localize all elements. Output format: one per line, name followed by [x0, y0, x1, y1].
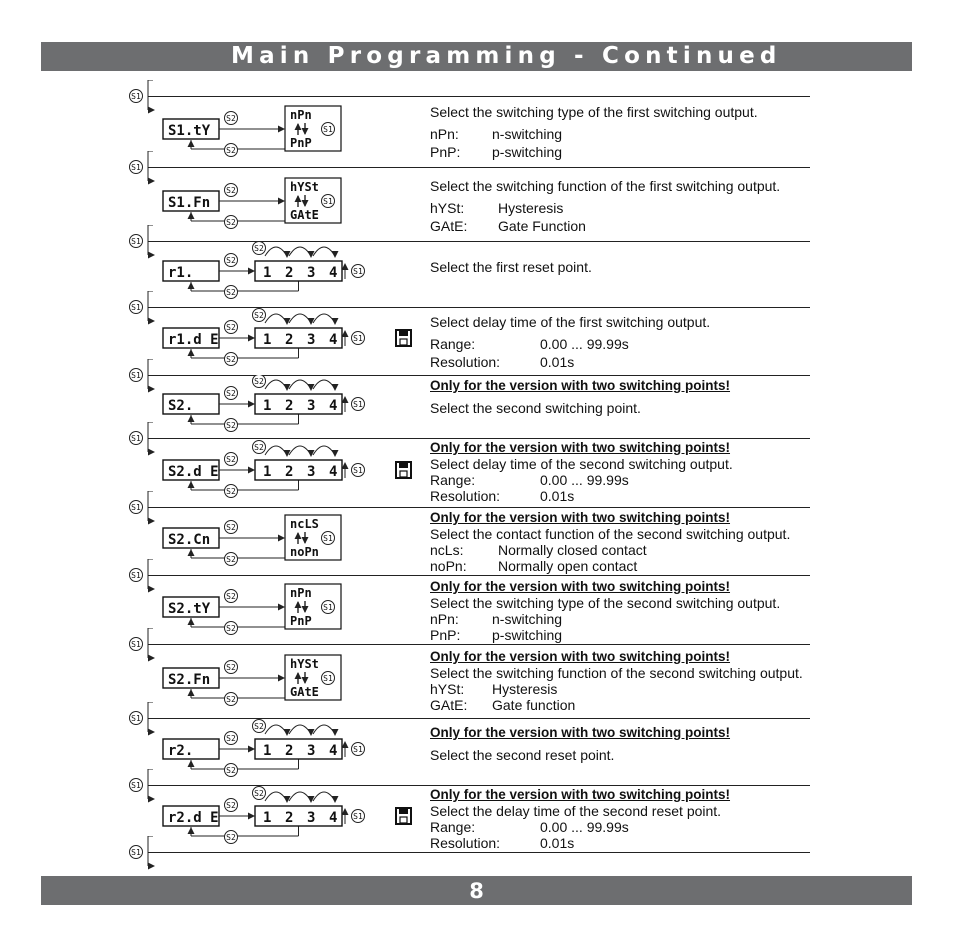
description-text: Select delay time of the first switching output.	[430, 314, 711, 330]
s2-key-icon-label: S2	[226, 801, 236, 810]
s2-key-icon-label: S2	[226, 288, 236, 297]
s2-key-icon[interactable]	[225, 590, 238, 603]
parameter-option	[430, 125, 830, 143]
save-icon	[395, 807, 413, 825]
digit-4: 4	[329, 265, 338, 281]
digit-entry-box[interactable]	[255, 806, 342, 826]
row-divider	[427, 307, 810, 308]
parameter-code: S1.tY	[168, 123, 211, 139]
version-notice: Only for the version with two switching points!	[430, 725, 731, 740]
parameter-code: r2.d E	[168, 810, 219, 826]
parameter-code: S2.	[168, 398, 194, 414]
digit-advance-arc	[289, 380, 311, 389]
s2-key-icon[interactable]	[225, 799, 238, 812]
s2-key-icon[interactable]	[225, 353, 238, 366]
option-bottom: GAtE	[290, 685, 319, 699]
s2-key-icon-label: S2	[226, 218, 236, 227]
page-header	[41, 42, 912, 71]
digit-3: 3	[307, 332, 316, 348]
s2-key-icon-label: S2	[254, 722, 264, 731]
digit-entry-box[interactable]	[255, 739, 342, 759]
option-top: ncLS	[290, 517, 319, 531]
s1-key-icon-label: S1	[353, 334, 363, 343]
digit-advance-arc	[265, 792, 287, 801]
s1-key-icon-label: S1	[131, 714, 141, 723]
row-description	[430, 649, 830, 713]
s2-key-icon[interactable]	[253, 375, 266, 388]
option-top: nPn	[290, 586, 312, 600]
digit-advance-arc	[313, 380, 335, 389]
digit-entry-box[interactable]	[255, 460, 342, 480]
digit-1: 1	[263, 464, 272, 480]
s1-key-icon[interactable]	[322, 123, 335, 136]
s2-key-icon-label: S2	[254, 244, 264, 253]
digit-4: 4	[329, 464, 338, 480]
s1-key-icon-label: S1	[131, 434, 141, 443]
version-notice: Only for the version with two switching points!	[430, 649, 731, 664]
s1-key-icon-label: S1	[353, 267, 363, 276]
digit-3: 3	[307, 265, 316, 281]
menu-diagram	[140, 375, 440, 438]
option-value: 0.01s	[540, 354, 575, 370]
s2-key-icon-label: S2	[226, 624, 236, 633]
s1-key-icon-label: S1	[323, 674, 333, 683]
row-divider	[427, 241, 810, 242]
option-value: 0.01s	[540, 835, 575, 851]
digit-advance-arc	[289, 314, 311, 323]
s1-key-icon[interactable]	[352, 332, 365, 345]
s2-key-icon[interactable]	[253, 242, 266, 255]
s1-key-icon-label: S1	[131, 571, 141, 580]
row-divider	[427, 375, 810, 376]
s1-key-icon-label: S1	[131, 503, 141, 512]
row-divider-left	[148, 852, 427, 853]
s2-key-icon[interactable]	[225, 387, 238, 400]
parameter-option	[430, 558, 830, 574]
description-text: Select the switching type of the first switching output.	[430, 104, 758, 120]
s2-key-icon-label: S2	[226, 114, 236, 123]
s1-key-icon[interactable]	[352, 265, 365, 278]
s2-key-icon[interactable]	[225, 419, 238, 432]
s2-key-icon[interactable]	[225, 485, 238, 498]
option-bottom: PnP	[290, 614, 312, 628]
menu-diagram	[140, 644, 440, 718]
s2-key-icon-label: S2	[226, 833, 236, 842]
parameter-option	[430, 611, 830, 627]
row-divider	[427, 644, 810, 645]
option-value: Hysteresis	[498, 200, 564, 216]
description-text: Select the switching type of the second switching output.	[430, 595, 781, 611]
option-bottom: PnP	[290, 136, 312, 150]
parameter-option	[430, 488, 830, 504]
row-description	[430, 313, 830, 371]
description-text: Select the switching function of the first switching output.	[430, 178, 781, 194]
option-value: 0.00 ... 99.99s	[540, 472, 629, 488]
page-number: 8	[469, 879, 484, 903]
s2-key-icon-label: S2	[226, 186, 236, 195]
parameter-display	[163, 460, 219, 480]
option-key: GAtE:	[430, 218, 468, 234]
s1-key-icon-label: S1	[353, 466, 363, 475]
parameter-code: S2.tY	[168, 601, 211, 617]
s1-key-icon-label: S1	[323, 197, 333, 206]
digit-advance-arc	[289, 247, 311, 256]
s2-key-icon[interactable]	[225, 661, 238, 674]
s1-key-icon-label: S1	[353, 745, 363, 754]
digit-4: 4	[329, 332, 338, 348]
s1-key-icon[interactable]	[322, 601, 335, 614]
row-description	[430, 724, 830, 764]
version-notice: Only for the version with two switching points!	[430, 510, 731, 525]
s2-key-icon-label: S2	[226, 766, 236, 775]
parameter-code: r1.d E	[168, 332, 219, 348]
s1-key-icon[interactable]	[352, 810, 365, 823]
option-value: 0.01s	[540, 488, 575, 504]
description-text: Select the contact function of the second switching output.	[430, 526, 791, 542]
digit-4: 4	[329, 743, 338, 759]
digit-2: 2	[285, 464, 294, 480]
s2-key-icon-label: S2	[226, 592, 236, 601]
parameter-display	[163, 739, 219, 759]
row-description	[430, 377, 830, 417]
s2-key-icon-label: S2	[254, 377, 264, 386]
s2-key-icon[interactable]	[225, 112, 238, 125]
digit-2: 2	[285, 743, 294, 759]
s2-key-icon-label: S2	[254, 443, 264, 452]
digit-advance-arc	[265, 380, 287, 389]
option-key: hYSt:	[430, 681, 465, 697]
digit-2: 2	[285, 398, 294, 414]
digit-1: 1	[263, 743, 272, 759]
parameter-option	[430, 143, 830, 161]
option-value: p-switching	[492, 627, 563, 643]
row-divider	[427, 785, 810, 786]
s2-key-icon[interactable]	[225, 693, 238, 706]
parameter-option	[430, 353, 830, 371]
s2-key-icon-label: S2	[254, 789, 264, 798]
option-bottom: noPn	[290, 545, 319, 559]
version-notice: Only for the version with two switching points!	[430, 787, 731, 802]
parameter-option	[430, 472, 830, 488]
s2-key-icon-label: S2	[254, 311, 264, 320]
option-key: PnP:	[430, 627, 461, 643]
s1-key-icon-label: S1	[131, 92, 141, 101]
row-divider	[427, 438, 810, 439]
parameter-option	[430, 335, 830, 353]
s2-key-icon[interactable]	[225, 453, 238, 466]
digit-3: 3	[307, 743, 316, 759]
parameter-display	[163, 806, 219, 826]
s2-key-icon[interactable]	[225, 321, 238, 334]
s1-key-icon[interactable]	[322, 195, 335, 208]
s2-key-icon[interactable]	[225, 521, 238, 534]
digit-1: 1	[263, 332, 272, 348]
digit-advance-arc	[289, 792, 311, 801]
digit-1: 1	[263, 810, 272, 826]
option-key: Resolution:	[430, 488, 501, 504]
s2-key-icon[interactable]	[225, 144, 238, 157]
menu-diagram	[140, 167, 440, 241]
parameter-option	[430, 217, 830, 235]
s1-key-icon[interactable]	[322, 672, 335, 685]
option-value: Gate Function	[498, 218, 586, 234]
s1-key-icon[interactable]	[352, 743, 365, 756]
option-toggle-box[interactable]	[285, 584, 341, 629]
option-value: n-switching	[492, 126, 563, 142]
parameter-display	[163, 261, 219, 281]
digit-entry-box[interactable]	[255, 261, 342, 281]
s1-key-icon-label: S1	[131, 303, 141, 312]
digit-4: 4	[329, 398, 338, 414]
page-title: Main Programming - Continued	[231, 43, 782, 69]
s1-key-icon[interactable]	[352, 398, 365, 411]
option-value: p-switching	[492, 144, 563, 160]
parameter-code: S2.Cn	[168, 532, 211, 548]
digit-3: 3	[307, 464, 316, 480]
digit-4: 4	[329, 810, 338, 826]
option-key: Range:	[430, 472, 476, 488]
s2-key-icon[interactable]	[225, 831, 238, 844]
option-toggle-box[interactable]	[285, 515, 341, 560]
s2-key-icon[interactable]	[225, 184, 238, 197]
s2-key-icon[interactable]	[253, 720, 266, 733]
parameter-code: S1.Fn	[168, 195, 211, 211]
digit-2: 2	[285, 265, 294, 281]
parameter-option	[430, 199, 830, 217]
row-description	[430, 787, 830, 851]
s2-key-icon-label: S2	[226, 323, 236, 332]
row-description	[430, 103, 830, 161]
s1-key-icon-label: S1	[131, 848, 141, 857]
digit-3: 3	[307, 398, 316, 414]
description-text: Select the switching function of the second switching output.	[430, 665, 803, 681]
option-value: 0.00 ... 99.99s	[540, 336, 629, 352]
menu-diagram	[140, 96, 440, 167]
s1-key-icon-label: S1	[131, 237, 141, 246]
row-description	[430, 579, 830, 643]
s2-key-icon-label: S2	[226, 389, 236, 398]
page-footer	[41, 876, 912, 905]
description-text: Select delay time of the second switching output.	[430, 456, 733, 472]
s2-key-icon[interactable]	[225, 254, 238, 267]
menu-diagram	[140, 507, 440, 575]
description-text: Select the first reset point.	[430, 259, 592, 275]
option-toggle-box[interactable]	[285, 106, 341, 151]
s1-key-icon[interactable]	[352, 464, 365, 477]
s2-key-icon-label: S2	[226, 695, 236, 704]
parameter-option	[430, 681, 830, 697]
s1-key-icon-label: S1	[131, 781, 141, 790]
parameter-option	[430, 819, 830, 835]
option-key: nPn:	[430, 611, 459, 627]
s2-key-icon[interactable]	[225, 622, 238, 635]
s2-key-icon-label: S2	[226, 663, 236, 672]
s2-key-icon[interactable]	[225, 553, 238, 566]
description-text: Select the delay time of the second reset point.	[430, 803, 722, 819]
digit-2: 2	[285, 810, 294, 826]
option-key: Range:	[430, 336, 476, 352]
digit-advance-arc	[265, 247, 287, 256]
option-value: Normally closed contact	[498, 542, 647, 558]
parameter-option	[430, 627, 830, 643]
s1-key-icon-label: S1	[323, 534, 333, 543]
digit-2: 2	[285, 332, 294, 348]
row-divider	[427, 167, 810, 168]
digit-advance-arc	[313, 792, 335, 801]
digit-advance-arc	[265, 446, 287, 455]
menu-diagram	[140, 241, 440, 307]
option-value: Gate function	[492, 697, 576, 713]
digit-advance-arc	[265, 314, 287, 323]
parameter-option	[430, 835, 830, 851]
s1-key-icon-label: S1	[131, 163, 141, 172]
s1-key-icon[interactable]	[322, 532, 335, 545]
row-divider	[427, 507, 810, 508]
version-notice: Only for the version with two switching points!	[430, 440, 731, 455]
s1-key-icon-label: S1	[131, 371, 141, 380]
s2-key-icon[interactable]	[225, 216, 238, 229]
parameter-display	[163, 119, 219, 139]
option-key: Range:	[430, 819, 476, 835]
parameter-display	[163, 394, 219, 414]
digit-advance-arc	[313, 725, 335, 734]
digit-advance-arc	[289, 725, 311, 734]
option-top: hYSt	[290, 180, 319, 194]
digit-advance-arc	[313, 446, 335, 455]
s2-key-icon[interactable]	[225, 286, 238, 299]
s2-key-icon-label: S2	[226, 523, 236, 532]
s1-key-icon-label: S1	[353, 812, 363, 821]
s2-key-icon-label: S2	[226, 555, 236, 564]
digit-advance-arc	[289, 446, 311, 455]
row-description	[430, 258, 830, 276]
option-key: nPn:	[430, 126, 459, 142]
row-description	[430, 440, 830, 504]
digit-advance-arc	[313, 314, 335, 323]
s1-key-icon-label: S1	[353, 400, 363, 409]
row-description	[430, 510, 830, 574]
menu-diagram	[140, 718, 440, 785]
parameter-display	[163, 328, 219, 348]
option-value: n-switching	[492, 611, 563, 627]
digit-1: 1	[263, 398, 272, 414]
s1-key-icon-label: S1	[131, 640, 141, 649]
menu-diagram	[140, 575, 440, 644]
s1-key-icon-label: S1	[323, 603, 333, 612]
s1-key-icon-label: S1	[323, 125, 333, 134]
option-value: 0.00 ... 99.99s	[540, 819, 629, 835]
s2-key-icon[interactable]	[225, 732, 238, 745]
s2-key-icon[interactable]	[253, 309, 266, 322]
option-bottom: GAtE	[290, 208, 319, 222]
s2-key-icon[interactable]	[253, 787, 266, 800]
parameter-code: r2.	[168, 743, 194, 759]
s2-key-icon-label: S2	[226, 355, 236, 364]
parameter-option	[430, 542, 830, 558]
parameter-display	[163, 668, 219, 688]
row-divider	[427, 718, 810, 719]
option-value: Normally open contact	[498, 558, 638, 574]
option-key: ncLs:	[430, 542, 464, 558]
parameter-display	[163, 597, 219, 617]
option-key: GAtE:	[430, 697, 468, 713]
option-value: Hysteresis	[492, 681, 558, 697]
option-key: noPn:	[430, 558, 467, 574]
digit-advance-arc	[265, 725, 287, 734]
row-description	[430, 177, 830, 235]
digit-entry-box[interactable]	[255, 328, 342, 348]
s2-key-icon-label: S2	[226, 734, 236, 743]
row-divider	[427, 96, 810, 97]
row-divider	[427, 575, 810, 576]
digit-advance-arc	[313, 247, 335, 256]
option-top: hYSt	[290, 657, 319, 671]
option-key: PnP:	[430, 144, 461, 160]
s2-key-icon[interactable]	[253, 441, 266, 454]
digit-entry-box[interactable]	[255, 394, 342, 414]
digit-3: 3	[307, 810, 316, 826]
parameter-display	[163, 191, 219, 211]
s2-key-icon-label: S2	[226, 146, 236, 155]
s2-key-icon-label: S2	[226, 256, 236, 265]
save-icon	[395, 329, 413, 347]
parameter-code: S2.Fn	[168, 672, 211, 688]
version-notice: Only for the version with two switching points!	[430, 579, 731, 594]
s2-key-icon-label: S2	[226, 487, 236, 496]
option-top: nPn	[290, 108, 312, 122]
description-text: Select the second switching point.	[430, 400, 641, 416]
s2-key-icon[interactable]	[225, 764, 238, 777]
digit-1: 1	[263, 265, 272, 281]
option-key: Resolution:	[430, 835, 501, 851]
option-key: hYSt:	[430, 200, 465, 216]
row-divider	[427, 852, 810, 853]
s2-key-icon-label: S2	[226, 421, 236, 430]
option-key: Resolution:	[430, 354, 501, 370]
parameter-code: r1.	[168, 265, 194, 281]
parameter-display	[163, 528, 219, 548]
option-toggle-box[interactable]	[285, 655, 341, 700]
option-toggle-box[interactable]	[285, 178, 341, 223]
save-icon	[395, 461, 413, 479]
parameter-option	[430, 697, 830, 713]
s2-key-icon-label: S2	[226, 455, 236, 464]
version-notice: Only for the version with two switching points!	[430, 378, 731, 393]
description-text: Select the second reset point.	[430, 747, 615, 763]
parameter-code: S2.d E	[168, 464, 219, 480]
